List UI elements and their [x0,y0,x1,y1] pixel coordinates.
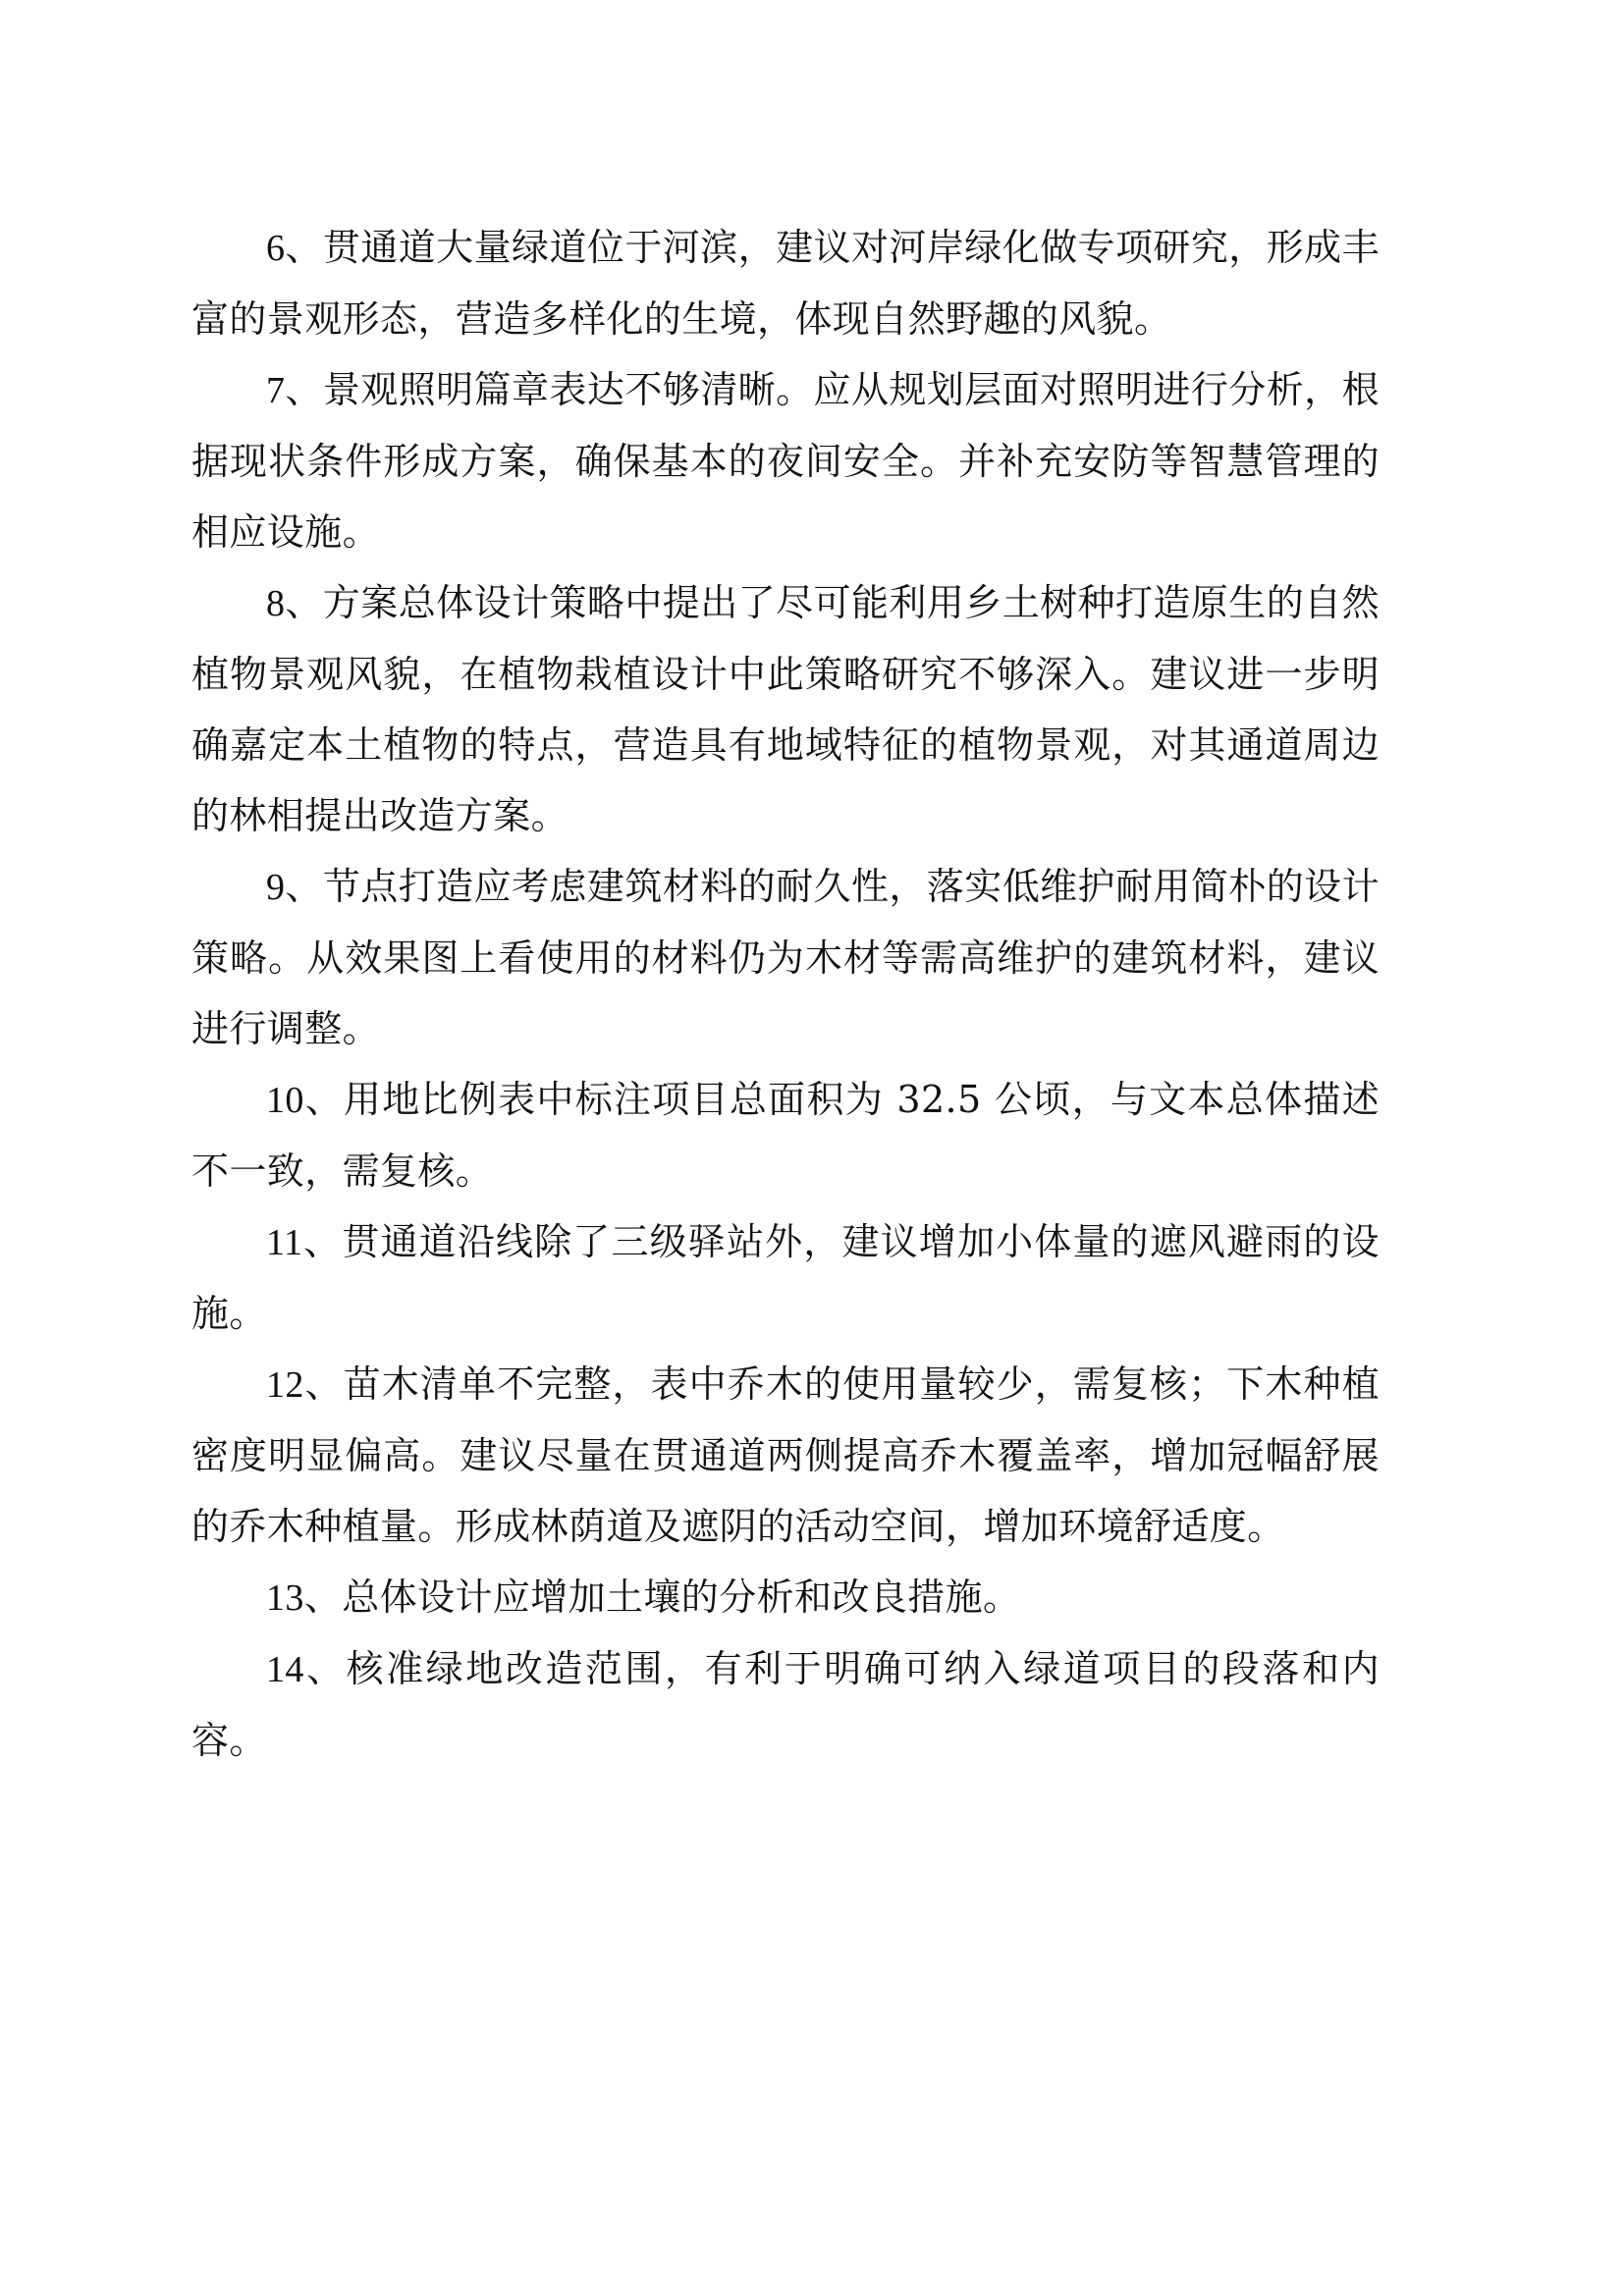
paragraph-number: 12、 [266,1364,344,1406]
paragraph-8 [191,567,1380,851]
document-page [191,212,1380,1776]
paragraph-number: 8、 [266,583,323,624]
paragraph-text: 节点打造应考虑建筑材料的耐久性，落实低维护耐用简朴的设计策略。从效果图上看使用的材料仍为木材等需高维护的建筑材料，建议进行调整。 [191,865,1380,1050]
paragraph-11 [191,1206,1380,1349]
paragraph-text: 景观照明篇章表达不够清晰。应从规划层面对照明进行分析，根据现状条件形成方案，确保基本的夜间安全。并补充安防等智慧管理的相应设施。 [191,368,1380,554]
paragraph-number: 10、 [266,1080,344,1121]
paragraph-number: 9、 [266,867,323,908]
paragraph-number: 13、 [266,1577,343,1619]
paragraph-text: 贯通道大量绿道位于河滨，建议对河岸绿化做专项研究，形成丰富的景观形态，营造多样化的生境，体现自然野趣的风貌。 [191,226,1380,341]
paragraph-text: 用地比例表中标注项目总面积为 32.5 公顷，与文本总体描述不一致，需复核。 [191,1078,1380,1193]
paragraph-6 [191,212,1380,354]
paragraph-text: 苗木清单不完整，表中乔木的使用量较少，需复核；下木种植密度明显偏高。建议尽量在贯通道两侧提高乔木覆盖率，增加冠幅舒展的乔木种植量。形成林荫道及遮阴的活动空间，增加环境舒适度。 [191,1362,1380,1548]
paragraph-number: 7、 [266,370,323,411]
paragraph-10 [191,1064,1380,1206]
paragraph-number: 11、 [266,1222,343,1263]
paragraph-text: 方案总体设计策略中提出了尽可能利用乡土树种打造原生的自然植物景观风貌，在植物栽植设计中此策略研究不够深入。建议进一步明确嘉定本土植物的特点，营造具有地域特征的植物景观，对其通道周边的林相提出改造方案。 [191,581,1380,837]
paragraph-text: 总体设计应增加土壤的分析和改良措施。 [342,1575,1021,1619]
paragraph-number: 14、 [266,1649,347,1690]
paragraph-number: 6、 [266,228,323,269]
paragraph-13 [191,1562,1380,1633]
paragraph-12 [191,1349,1380,1562]
paragraph-9 [191,851,1380,1064]
paragraph-7 [191,354,1380,567]
paragraph-text: 贯通道沿线除了三级驿站外，建议增加小体量的遮风避雨的设施。 [191,1220,1380,1335]
paragraph-text: 核准绿地改造范围，有利于明确可纳入绿道项目的段落和内容。 [191,1647,1380,1762]
paragraph-14 [191,1633,1380,1776]
